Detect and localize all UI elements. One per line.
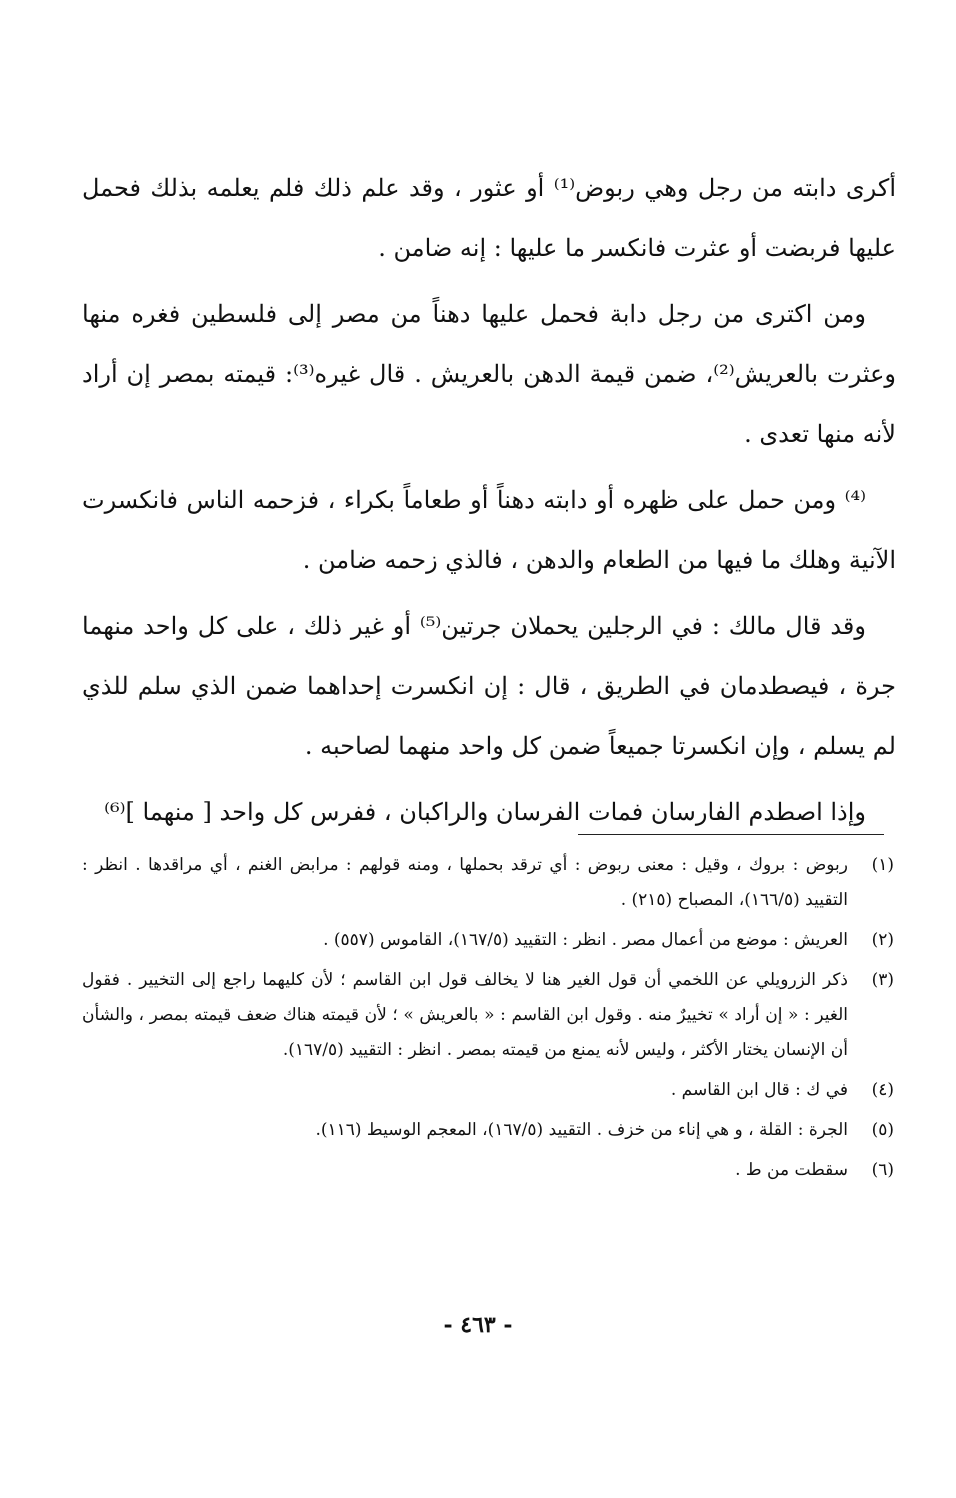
footnote-number: (٣): [871, 970, 894, 990]
footnote: [82, 1073, 894, 1108]
footnote-divider: [578, 834, 884, 835]
paragraph: أكرى دابته من رجل وهي ربوض⁽¹⁾ أو عثور ، وقد علم ذلك فلم يعلمه بذلك فحمل عليها فربضت أو عثرت فانكسر ما عليها : إنه ضامن .: [82, 174, 897, 262]
footnote-text: الجرة : القلة ، و هي إناء من خزف . التقييد (١٦٧/٥)، المعجم الوسيط (١١٦).: [315, 1120, 848, 1140]
footnote: [82, 923, 894, 958]
footnote-text: ربوض : بروك ، وقيل : معنى ربوض : أي ترقد بحملها ، ومنه قولهم : مرابض الغنم ، أي مراقدها . انظر : التقييد (١٦٦/٥)، المصباح (٢١٥) .: [82, 855, 848, 910]
footnote-number: (٢): [871, 930, 894, 950]
paragraph: ومن اكترى من رجل دابة فحمل عليها دهناً من مصر إلى فلسطين فغره منها وعثرت بالعريش⁽²⁾، ضمن قيمة الدهن بالعريش . قال غيره⁽³⁾: قيمته بمصر إن أراد لأنه منها تعدى .: [82, 300, 896, 448]
paragraph: وقد قال مالك : في الرجلين يحملان جرتين⁽⁵⁾ أو غير ذلك ، على كل واحد منهما جرة ، فيصطدمان في الطريق ، قال : إن انكسرت إحداهما ضمن الذي سلم للذي لم يسلم ، وإن انكسرتا جميعاً ضمن كل واحد منهما لصاحبه .: [82, 612, 896, 760]
footnote-text: في ك : قال ابن القاسم .: [670, 1080, 848, 1100]
footnote-number: (٤): [871, 1080, 894, 1100]
paragraph: وإذا اصطدم الفارسان فمات الفرسان والراكبان ، ففرس كل واحد [ منهما ]⁽⁶⁾: [104, 798, 866, 826]
footnote-number: (٦): [871, 1160, 894, 1180]
footnote-text: العريش : موضع من أعمال مصر . انظر : التقييد (١٦٧/٥)، القاموس (٥٥٧) .: [323, 930, 848, 950]
footnote-number: (١): [871, 855, 894, 875]
page-number: - ٤٦٣ -: [443, 1312, 513, 1338]
footnote: [82, 848, 894, 918]
footnotes: [82, 848, 894, 1193]
footnote: [82, 1153, 894, 1188]
main-text-block: [82, 158, 896, 848]
footnote: [82, 963, 894, 1068]
footnote-number: (٥): [871, 1120, 894, 1140]
footnote: [82, 1113, 894, 1148]
paragraph: ⁽⁴⁾ ومن حمل على ظهره أو دابته دهناً أو طعاماً بكراء ، فزحمه الناس فانكسرت الآنية وهلك ما فيها من الطعام والدهن ، فالذي زحمه ضامن .: [82, 486, 896, 574]
footnote-text: سقطت من ط .: [735, 1160, 848, 1180]
footnote-text: ذكر الزرويلي عن اللخمي أن قول الغير هنا لا يخالف قول ابن القاسم ؛ لأن كليهما راجع إلى التخيير . فقول الغير : « إن أراد » تخييرٌ منه . وقول ابن القاسم : « بالعريش » ؛ لأن قيمته هناك ضعف قيمته بمصر ، والشأن أن الإنسان يختار الأكثر ، وليس لأنه يمنع من قيمته بمصر . انظر : التقييد (١٦٧/٥).: [82, 970, 848, 1060]
